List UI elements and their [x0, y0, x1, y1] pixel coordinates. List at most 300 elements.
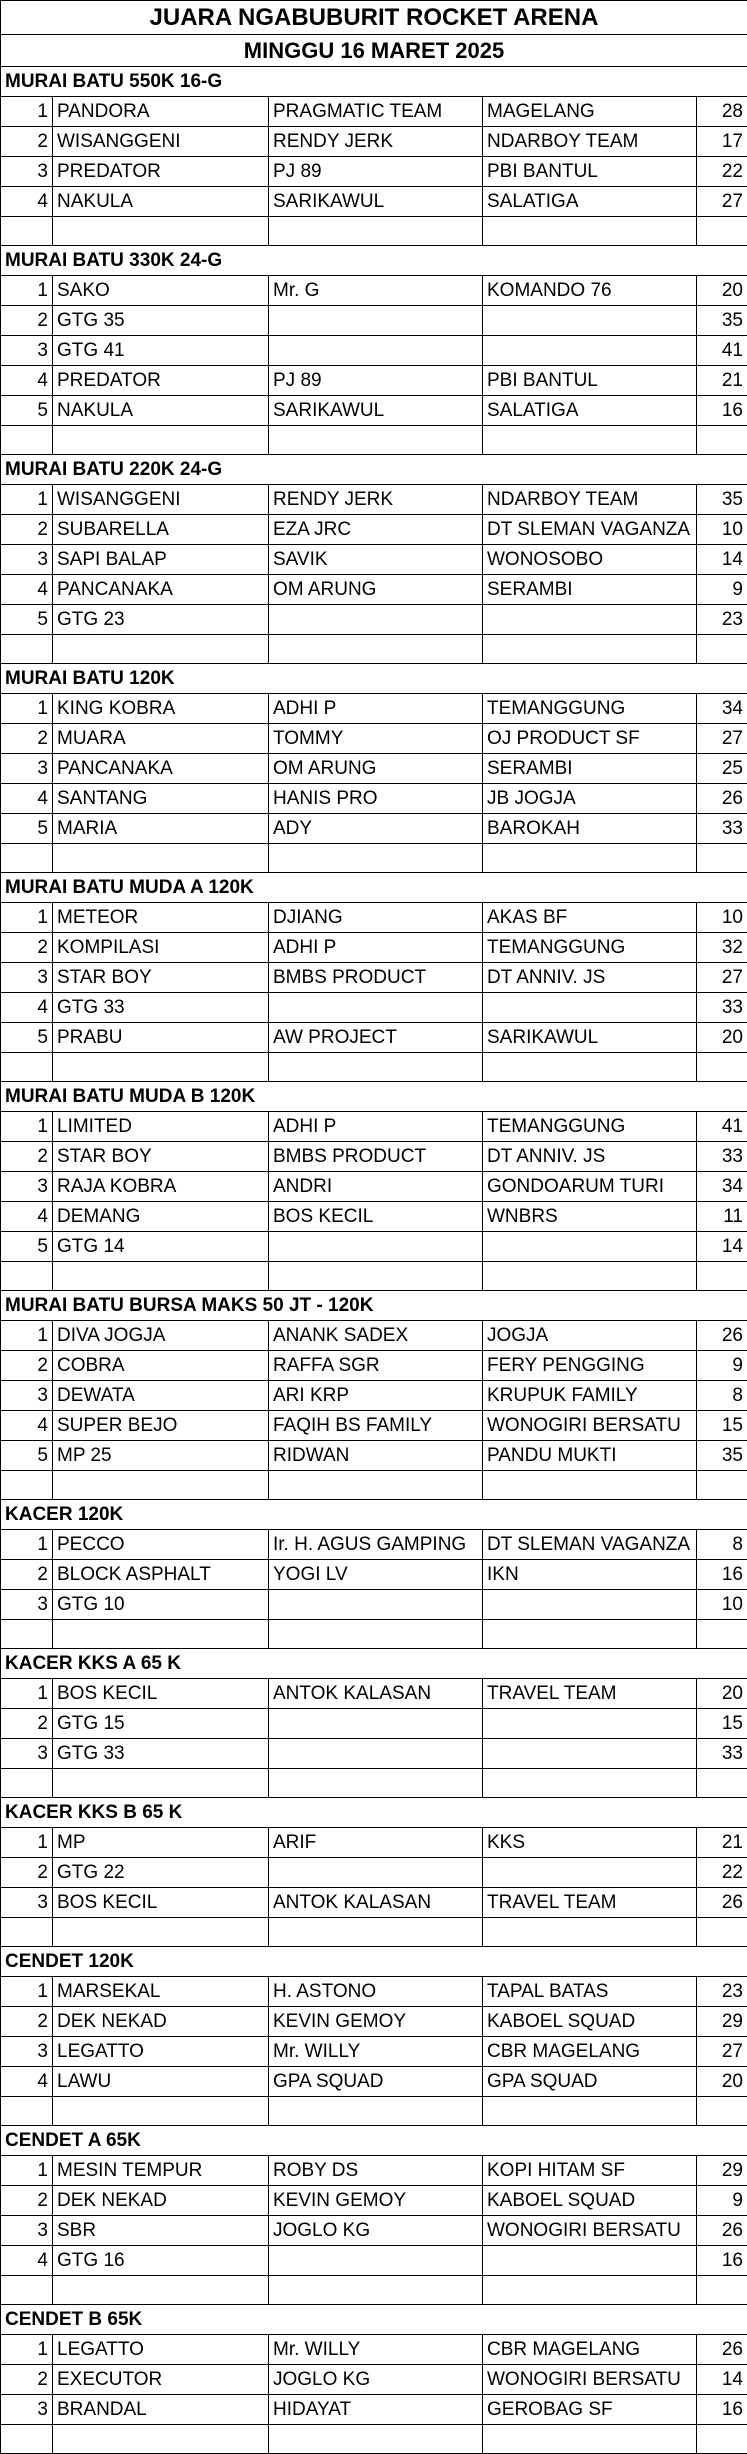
number-cell: 9 — [697, 1351, 747, 1381]
bird-name-cell: NAKULA — [53, 187, 269, 217]
rank-cell: 2 — [1, 306, 53, 336]
empty-cell — [483, 2425, 697, 2454]
bird-name-cell: DIVA JOGJA — [53, 1321, 269, 1351]
team-cell: DT ANNIV. JS — [483, 963, 697, 993]
empty-cell — [53, 1620, 269, 1649]
bird-name-cell: GTG 33 — [53, 1739, 269, 1769]
bird-name-cell: DEK NEKAD — [53, 2007, 269, 2037]
bird-name-cell: GTG 10 — [53, 1590, 269, 1620]
empty-cell — [53, 2425, 269, 2454]
bird-name-cell: NAKULA — [53, 396, 269, 426]
empty-cell — [697, 1620, 747, 1649]
bird-name-cell: DEWATA — [53, 1381, 269, 1411]
number-cell: 33 — [697, 993, 747, 1023]
owner-cell: ARIF — [269, 1828, 483, 1858]
number-cell: 33 — [697, 1739, 747, 1769]
number-cell: 33 — [697, 814, 747, 844]
category-header — [1, 1947, 747, 1977]
number-cell: 11 — [697, 1202, 747, 1232]
table-row — [1, 933, 747, 963]
team-cell: TEMANGGUNG — [483, 933, 697, 963]
team-cell: SALATIGA — [483, 396, 697, 426]
rank-cell: 3 — [1, 2395, 53, 2425]
rank-cell: 1 — [1, 903, 53, 933]
number-cell: 27 — [697, 724, 747, 754]
empty-cell — [697, 1918, 747, 1947]
rank-cell: 3 — [1, 336, 53, 366]
bird-name-cell: MP 25 — [53, 1441, 269, 1471]
bird-name-cell: GTG 41 — [53, 336, 269, 366]
bird-name-cell: EXECUTOR — [53, 2365, 269, 2395]
category-title: CENDET 120K — [1, 1947, 747, 1977]
team-cell: KABOEL SQUAD — [483, 2186, 697, 2216]
category-header — [1, 455, 747, 485]
empty-cell — [53, 1769, 269, 1798]
empty-cell — [53, 1053, 269, 1082]
empty-cell — [269, 1769, 483, 1798]
bird-name-cell: WISANGGENI — [53, 127, 269, 157]
table-row — [1, 2007, 747, 2037]
category-title: CENDET A 65K — [1, 2126, 747, 2156]
rank-cell: 3 — [1, 2216, 53, 2246]
rank-cell: 1 — [1, 1112, 53, 1142]
bird-name-cell: MARSEKAL — [53, 1977, 269, 2007]
table-row — [1, 1530, 747, 1560]
table-row — [1, 396, 747, 426]
empty-cell — [697, 635, 747, 664]
rank-cell: 3 — [1, 1381, 53, 1411]
owner-cell — [269, 1709, 483, 1739]
team-cell: CBR MAGELANG — [483, 2037, 697, 2067]
rank-cell: 5 — [1, 1232, 53, 1262]
team-cell: NDARBOY TEAM — [483, 485, 697, 515]
rank-cell: 1 — [1, 2156, 53, 2186]
number-cell: 28 — [697, 97, 747, 127]
empty-cell — [483, 1918, 697, 1947]
table-row — [1, 605, 747, 635]
owner-cell: AW PROJECT — [269, 1023, 483, 1053]
table-row — [1, 724, 747, 754]
table-row — [1, 694, 747, 724]
bird-name-cell: COBRA — [53, 1351, 269, 1381]
rank-cell: 1 — [1, 1530, 53, 1560]
rank-cell: 2 — [1, 1858, 53, 1888]
team-cell: WONOGIRI BERSATU — [483, 2216, 697, 2246]
table-row — [1, 2216, 747, 2246]
owner-cell: Mr. WILLY — [269, 2335, 483, 2365]
table-row — [1, 1321, 747, 1351]
rank-cell: 3 — [1, 545, 53, 575]
table-row — [1, 1977, 747, 2007]
number-cell: 21 — [697, 1828, 747, 1858]
team-cell: NDARBOY TEAM — [483, 127, 697, 157]
team-cell: SERAMBI — [483, 575, 697, 605]
team-cell — [483, 1590, 697, 1620]
owner-cell: ANTOK KALASAN — [269, 1679, 483, 1709]
bird-name-cell: PANCANAKA — [53, 575, 269, 605]
empty-cell — [483, 1620, 697, 1649]
rank-cell: 1 — [1, 1321, 53, 1351]
number-cell: 34 — [697, 694, 747, 724]
table-row — [1, 2037, 747, 2067]
empty-cell — [53, 217, 269, 246]
bird-name-cell: KING KOBRA — [53, 694, 269, 724]
owner-cell: KEVIN GEMOY — [269, 2186, 483, 2216]
table-row — [1, 1828, 747, 1858]
number-cell: 35 — [697, 306, 747, 336]
owner-cell: JOGLO KG — [269, 2216, 483, 2246]
team-cell: KRUPUK FAMILY — [483, 1381, 697, 1411]
table-row — [1, 306, 747, 336]
bird-name-cell: GTG 22 — [53, 1858, 269, 1888]
number-cell: 26 — [697, 2335, 747, 2365]
team-cell: JB JOGJA — [483, 784, 697, 814]
empty-cell — [697, 217, 747, 246]
number-cell: 20 — [697, 1679, 747, 1709]
team-cell: SARIKAWUL — [483, 1023, 697, 1053]
category-header — [1, 1082, 747, 1112]
table-row — [1, 1202, 747, 1232]
team-cell: DT ANNIV. JS — [483, 1142, 697, 1172]
bird-name-cell: SANTANG — [53, 784, 269, 814]
team-cell: DT SLEMAN VAGANZA — [483, 1530, 697, 1560]
number-cell: 26 — [697, 2216, 747, 2246]
empty-cell — [483, 635, 697, 664]
owner-cell — [269, 306, 483, 336]
table-row — [1, 1858, 747, 1888]
empty-cell — [483, 1769, 697, 1798]
number-cell: 16 — [697, 1560, 747, 1590]
owner-cell: RENDY JERK — [269, 127, 483, 157]
number-cell: 26 — [697, 784, 747, 814]
empty-cell — [483, 217, 697, 246]
team-cell: GEROBAG SF — [483, 2395, 697, 2425]
rank-cell: 1 — [1, 97, 53, 127]
bird-name-cell: STAR BOY — [53, 1142, 269, 1172]
team-cell: WNBRS — [483, 1202, 697, 1232]
category-title: KACER KKS A 65 K — [1, 1649, 747, 1679]
owner-cell: PJ 89 — [269, 157, 483, 187]
category-title: KACER 120K — [1, 1500, 747, 1530]
spacer-row — [1, 217, 747, 246]
table-row — [1, 157, 747, 187]
team-cell: DT SLEMAN VAGANZA — [483, 515, 697, 545]
table-row — [1, 366, 747, 396]
empty-cell — [483, 2276, 697, 2305]
bird-name-cell: PREDATOR — [53, 157, 269, 187]
owner-cell: OM ARUNG — [269, 754, 483, 784]
team-cell — [483, 605, 697, 635]
rank-cell: 4 — [1, 1202, 53, 1232]
table-row — [1, 485, 747, 515]
empty-cell — [697, 1262, 747, 1291]
rank-cell: 3 — [1, 1590, 53, 1620]
rank-cell: 2 — [1, 1142, 53, 1172]
empty-cell — [1, 1262, 53, 1291]
empty-cell — [269, 1471, 483, 1500]
team-cell: GONDOARUM TURI — [483, 1172, 697, 1202]
empty-cell — [697, 2425, 747, 2454]
rank-cell: 3 — [1, 963, 53, 993]
empty-cell — [269, 2425, 483, 2454]
owner-cell: ANANK SADEX — [269, 1321, 483, 1351]
number-cell: 20 — [697, 1023, 747, 1053]
empty-cell — [483, 1471, 697, 1500]
team-cell: TAPAL BATAS — [483, 1977, 697, 2007]
owner-cell: BMBS PRODUCT — [269, 1142, 483, 1172]
team-cell: FERY PENGGING — [483, 1351, 697, 1381]
empty-cell — [1, 2097, 53, 2126]
number-cell: 22 — [697, 157, 747, 187]
owner-cell: ANDRI — [269, 1172, 483, 1202]
bird-name-cell: WISANGGENI — [53, 485, 269, 515]
table-row — [1, 1232, 747, 1262]
owner-cell: SAVIK — [269, 545, 483, 575]
table-row — [1, 276, 747, 306]
owner-cell: ADHI P — [269, 1112, 483, 1142]
number-cell: 16 — [697, 2246, 747, 2276]
category-title: MURAI BATU 120K — [1, 664, 747, 694]
spacer-row — [1, 1053, 747, 1082]
number-cell: 35 — [697, 485, 747, 515]
rank-cell: 2 — [1, 2365, 53, 2395]
table-row — [1, 336, 747, 366]
empty-cell — [483, 426, 697, 455]
bird-name-cell: SUBARELLA — [53, 515, 269, 545]
owner-cell: OM ARUNG — [269, 575, 483, 605]
table-row — [1, 814, 747, 844]
bird-name-cell: DEK NEKAD — [53, 2186, 269, 2216]
owner-cell: ADY — [269, 814, 483, 844]
empty-cell — [269, 2276, 483, 2305]
rank-cell: 1 — [1, 1679, 53, 1709]
rank-cell: 4 — [1, 1411, 53, 1441]
owner-cell: GPA SQUAD — [269, 2067, 483, 2097]
empty-cell — [53, 426, 269, 455]
spacer-row — [1, 2097, 747, 2126]
owner-cell: Mr. WILLY — [269, 2037, 483, 2067]
table-row — [1, 1679, 747, 1709]
rank-cell: 2 — [1, 2007, 53, 2037]
rank-cell: 4 — [1, 993, 53, 1023]
bird-name-cell: LEGATTO — [53, 2037, 269, 2067]
empty-cell — [53, 635, 269, 664]
category-title: MURAI BATU 220K 24-G — [1, 455, 747, 485]
empty-cell — [1, 2425, 53, 2454]
bird-name-cell: METEOR — [53, 903, 269, 933]
category-header — [1, 1798, 747, 1828]
owner-cell: Mr. G — [269, 276, 483, 306]
table-row — [1, 2246, 747, 2276]
category-header — [1, 246, 747, 276]
team-cell: WONOGIRI BERSATU — [483, 1411, 697, 1441]
bird-name-cell: SUPER BEJO — [53, 1411, 269, 1441]
empty-cell — [1, 1769, 53, 1798]
rank-cell: 1 — [1, 2335, 53, 2365]
subtitle-row — [1, 35, 747, 67]
owner-cell — [269, 605, 483, 635]
table-row — [1, 127, 747, 157]
page-subtitle: MINGGU 16 MARET 2025 — [1, 35, 747, 67]
empty-cell — [269, 426, 483, 455]
bird-name-cell: LEGATTO — [53, 2335, 269, 2365]
empty-cell — [1, 217, 53, 246]
owner-cell: FAQIH BS FAMILY — [269, 1411, 483, 1441]
owner-cell: ADHI P — [269, 933, 483, 963]
category-title: MURAI BATU MUDA A 120K — [1, 873, 747, 903]
bird-name-cell: PREDATOR — [53, 366, 269, 396]
rank-cell: 5 — [1, 1023, 53, 1053]
spacer-row — [1, 2276, 747, 2305]
owner-cell: DJIANG — [269, 903, 483, 933]
empty-cell — [1, 844, 53, 873]
empty-cell — [1, 1471, 53, 1500]
empty-cell — [53, 1262, 269, 1291]
owner-cell: RAFFA SGR — [269, 1351, 483, 1381]
number-cell: 27 — [697, 2037, 747, 2067]
bird-name-cell: SAPI BALAP — [53, 545, 269, 575]
owner-cell — [269, 1739, 483, 1769]
rank-cell: 3 — [1, 157, 53, 187]
owner-cell: PJ 89 — [269, 366, 483, 396]
rank-cell: 5 — [1, 814, 53, 844]
bird-name-cell: BLOCK ASPHALT — [53, 1560, 269, 1590]
table-row — [1, 1441, 747, 1471]
empty-cell — [1, 2276, 53, 2305]
owner-cell: Ir. H. AGUS GAMPING — [269, 1530, 483, 1560]
number-cell: 32 — [697, 933, 747, 963]
category-header — [1, 2305, 747, 2335]
table-row — [1, 515, 747, 545]
table-row — [1, 1709, 747, 1739]
bird-name-cell: RAJA KOBRA — [53, 1172, 269, 1202]
number-cell: 20 — [697, 2067, 747, 2097]
team-cell: AKAS BF — [483, 903, 697, 933]
number-cell: 21 — [697, 366, 747, 396]
number-cell: 14 — [697, 545, 747, 575]
owner-cell: SARIKAWUL — [269, 396, 483, 426]
rank-cell: 1 — [1, 1977, 53, 2007]
owner-cell: JOGLO KG — [269, 2365, 483, 2395]
bird-name-cell: PRABU — [53, 1023, 269, 1053]
bird-name-cell: BRANDAL — [53, 2395, 269, 2425]
table-row — [1, 1560, 747, 1590]
owner-cell: H. ASTONO — [269, 1977, 483, 2007]
empty-cell — [269, 1262, 483, 1291]
team-cell: WONOGIRI BERSATU — [483, 2365, 697, 2395]
table-row — [1, 2365, 747, 2395]
spacer-row — [1, 1471, 747, 1500]
rank-cell: 5 — [1, 605, 53, 635]
rank-cell: 2 — [1, 2186, 53, 2216]
owner-cell: BOS KECIL — [269, 1202, 483, 1232]
owner-cell — [269, 1232, 483, 1262]
table-row — [1, 1023, 747, 1053]
team-cell: BAROKAH — [483, 814, 697, 844]
rank-cell: 1 — [1, 1828, 53, 1858]
number-cell: 35 — [697, 1441, 747, 1471]
spacer-row — [1, 1918, 747, 1947]
spacer-row — [1, 1769, 747, 1798]
team-cell: PBI BANTUL — [483, 366, 697, 396]
team-cell — [483, 306, 697, 336]
empty-cell — [269, 1053, 483, 1082]
spacer-row — [1, 844, 747, 873]
rank-cell: 3 — [1, 2037, 53, 2067]
bird-name-cell: BOS KECIL — [53, 1679, 269, 1709]
team-cell: WONOSOBO — [483, 545, 697, 575]
number-cell: 16 — [697, 2395, 747, 2425]
rank-cell: 2 — [1, 933, 53, 963]
team-cell: TRAVEL TEAM — [483, 1888, 697, 1918]
number-cell: 33 — [697, 1142, 747, 1172]
bird-name-cell: GTG 35 — [53, 306, 269, 336]
rank-cell: 1 — [1, 485, 53, 515]
bird-name-cell: LIMITED — [53, 1112, 269, 1142]
empty-cell — [53, 2276, 269, 2305]
team-cell: TEMANGGUNG — [483, 1112, 697, 1142]
team-cell — [483, 1232, 697, 1262]
number-cell: 14 — [697, 1232, 747, 1262]
number-cell: 23 — [697, 605, 747, 635]
empty-cell — [1, 1053, 53, 1082]
rank-cell: 3 — [1, 1888, 53, 1918]
owner-cell: ADHI P — [269, 694, 483, 724]
owner-cell: RIDWAN — [269, 1441, 483, 1471]
bird-name-cell: PANDORA — [53, 97, 269, 127]
table-row — [1, 2335, 747, 2365]
number-cell: 17 — [697, 127, 747, 157]
bird-name-cell: BOS KECIL — [53, 1888, 269, 1918]
table-row — [1, 1739, 747, 1769]
team-cell: GPA SQUAD — [483, 2067, 697, 2097]
table-row — [1, 1142, 747, 1172]
owner-cell: ROBY DS — [269, 2156, 483, 2186]
table-row — [1, 2067, 747, 2097]
empty-cell — [53, 1918, 269, 1947]
team-cell: KKS — [483, 1828, 697, 1858]
number-cell: 9 — [697, 2186, 747, 2216]
number-cell: 41 — [697, 1112, 747, 1142]
owner-cell: SARIKAWUL — [269, 187, 483, 217]
empty-cell — [697, 2276, 747, 2305]
team-cell: TRAVEL TEAM — [483, 1679, 697, 1709]
empty-cell — [483, 2097, 697, 2126]
team-cell: CBR MAGELANG — [483, 2335, 697, 2365]
team-cell — [483, 2246, 697, 2276]
team-cell — [483, 1709, 697, 1739]
number-cell: 9 — [697, 575, 747, 605]
number-cell: 8 — [697, 1530, 747, 1560]
category-header — [1, 67, 747, 97]
owner-cell: ARI KRP — [269, 1381, 483, 1411]
rank-cell: 2 — [1, 724, 53, 754]
category-title: MURAI BATU 550K 16-G — [1, 67, 747, 97]
rank-cell: 4 — [1, 2067, 53, 2097]
spacer-row — [1, 426, 747, 455]
spacer-row — [1, 2425, 747, 2454]
empty-cell — [1, 426, 53, 455]
number-cell: 20 — [697, 276, 747, 306]
title-row — [1, 1, 747, 35]
owner-cell: HIDAYAT — [269, 2395, 483, 2425]
number-cell: 8 — [697, 1381, 747, 1411]
table-row — [1, 993, 747, 1023]
table-row — [1, 1381, 747, 1411]
table-row — [1, 2395, 747, 2425]
rank-cell: 4 — [1, 784, 53, 814]
category-title: MURAI BATU 330K 24-G — [1, 246, 747, 276]
